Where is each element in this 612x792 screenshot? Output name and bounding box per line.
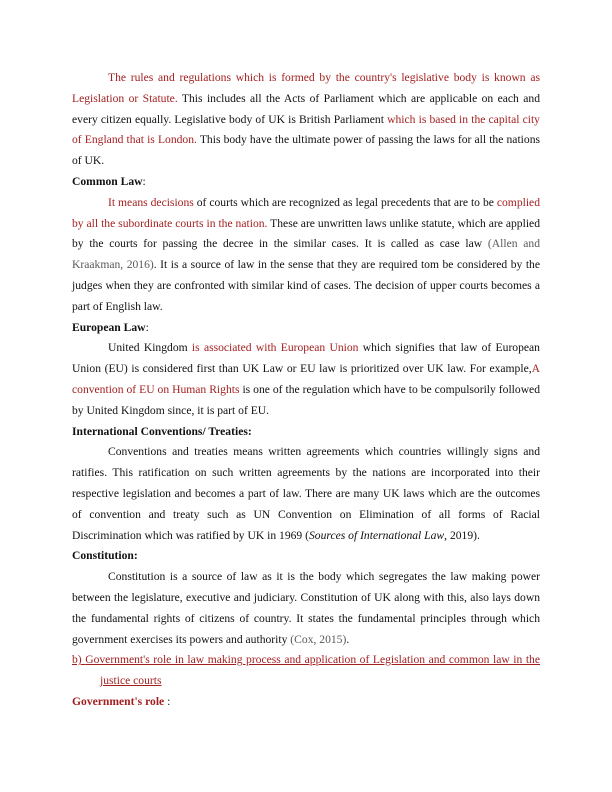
heading-european-law <box>72 318 540 339</box>
section-title: Government's role in law making process and application of Legislation and common law in the justice courts <box>85 653 540 688</box>
heading-treaties <box>72 422 540 443</box>
heading-text: International Conventions/ Treaties: <box>72 424 252 438</box>
body-text: United Kingdom <box>108 341 192 355</box>
heading-text: Constitution: <box>72 549 138 563</box>
body-text: This body have the ultimate power of passing the laws for all the nations of UK. <box>72 133 540 168</box>
citation-italic: Sources of International Law <box>308 528 445 542</box>
citation: , 2019) <box>444 528 477 542</box>
highlight-text: It means <box>108 195 151 209</box>
body-text: of courts which are recognized as legal precedents that are to be <box>193 195 497 209</box>
body-text: This includes all the Acts of Parliament which are applicable on each and every citizen equally. Legislative body of UK is British Parliament <box>72 91 540 126</box>
highlight-text: which is based in the capital city of England that is London. <box>72 112 540 147</box>
heading-text: European Law <box>72 320 146 334</box>
heading-text: Common Law <box>72 174 143 188</box>
body-text: Conventions and treaties means written agreements which countries willingly signs and ratifies. This ratification on such written agreements by the nations are incorporated into their respective legislation and becomes a part of law. There are many UK laws which are the outcomes of convention and treaty such as UN Convention on Elimination of all forms of Racial Discrimination which was ratified by UK in 1969 ( <box>72 445 540 542</box>
heading-text: Government's role <box>72 694 165 708</box>
body-text: . <box>346 632 350 646</box>
heading-government-role <box>72 692 540 713</box>
body-text: . It is a source of law in the sense that they are required tom be considered by the judges when they are confronted with similar kind of cases. The decision of upper courts becomes a part of English law. <box>72 258 540 313</box>
paragraph-common-law <box>72 193 540 318</box>
document-page <box>72 68 540 713</box>
heading-colon: : <box>145 320 149 334</box>
section-label: b) <box>72 653 86 667</box>
highlight-text: is associated with European Union <box>191 341 359 355</box>
heading-colon: : <box>164 694 171 708</box>
paragraph-european-law <box>72 338 540 421</box>
citation: (Allen and Kraakman, 2016) <box>72 237 540 272</box>
highlight-text: A convention of EU on Human Rights <box>72 362 540 396</box>
body-text: which signifies that law of European Union (EU) is considered first than UK Law or EU law is prioritized over UK law. For example, <box>72 341 540 376</box>
highlight-text: decisions <box>150 195 194 209</box>
highlight-text: The rules and regulations which is formed by the country's legislative body is known as Legislation or Statute. <box>72 71 540 105</box>
paragraph-treaties <box>72 442 540 546</box>
section-b-heading <box>72 650 540 692</box>
highlight-text: complied by all the subordinate courts in the nation. <box>72 195 541 230</box>
citation: (Cox, 2015) <box>290 632 347 646</box>
body-text: These are unwritten laws unlike statute, which are applied by the courts for passing the decree in the similar cases. It is called as case law <box>72 216 540 251</box>
heading-common-law <box>72 172 540 193</box>
heading-colon: : <box>142 174 146 188</box>
body-text: . <box>477 528 480 542</box>
heading-constitution <box>72 546 540 567</box>
body-text: Constitution is a source of law as it is the body which segregates the law making power between the legislature, executive and judiciary. Constitution of UK along with this, also lays down the fundamental rights of citizens of country. It states the fundamental principles through which government exercises its powers and authority <box>72 570 540 646</box>
paragraph-legislation <box>72 68 540 172</box>
paragraph-constitution <box>72 567 540 650</box>
body-text: is one of the regulation which have to be compulsorily followed by United Kingdom since, it is part of EU. <box>72 382 541 417</box>
